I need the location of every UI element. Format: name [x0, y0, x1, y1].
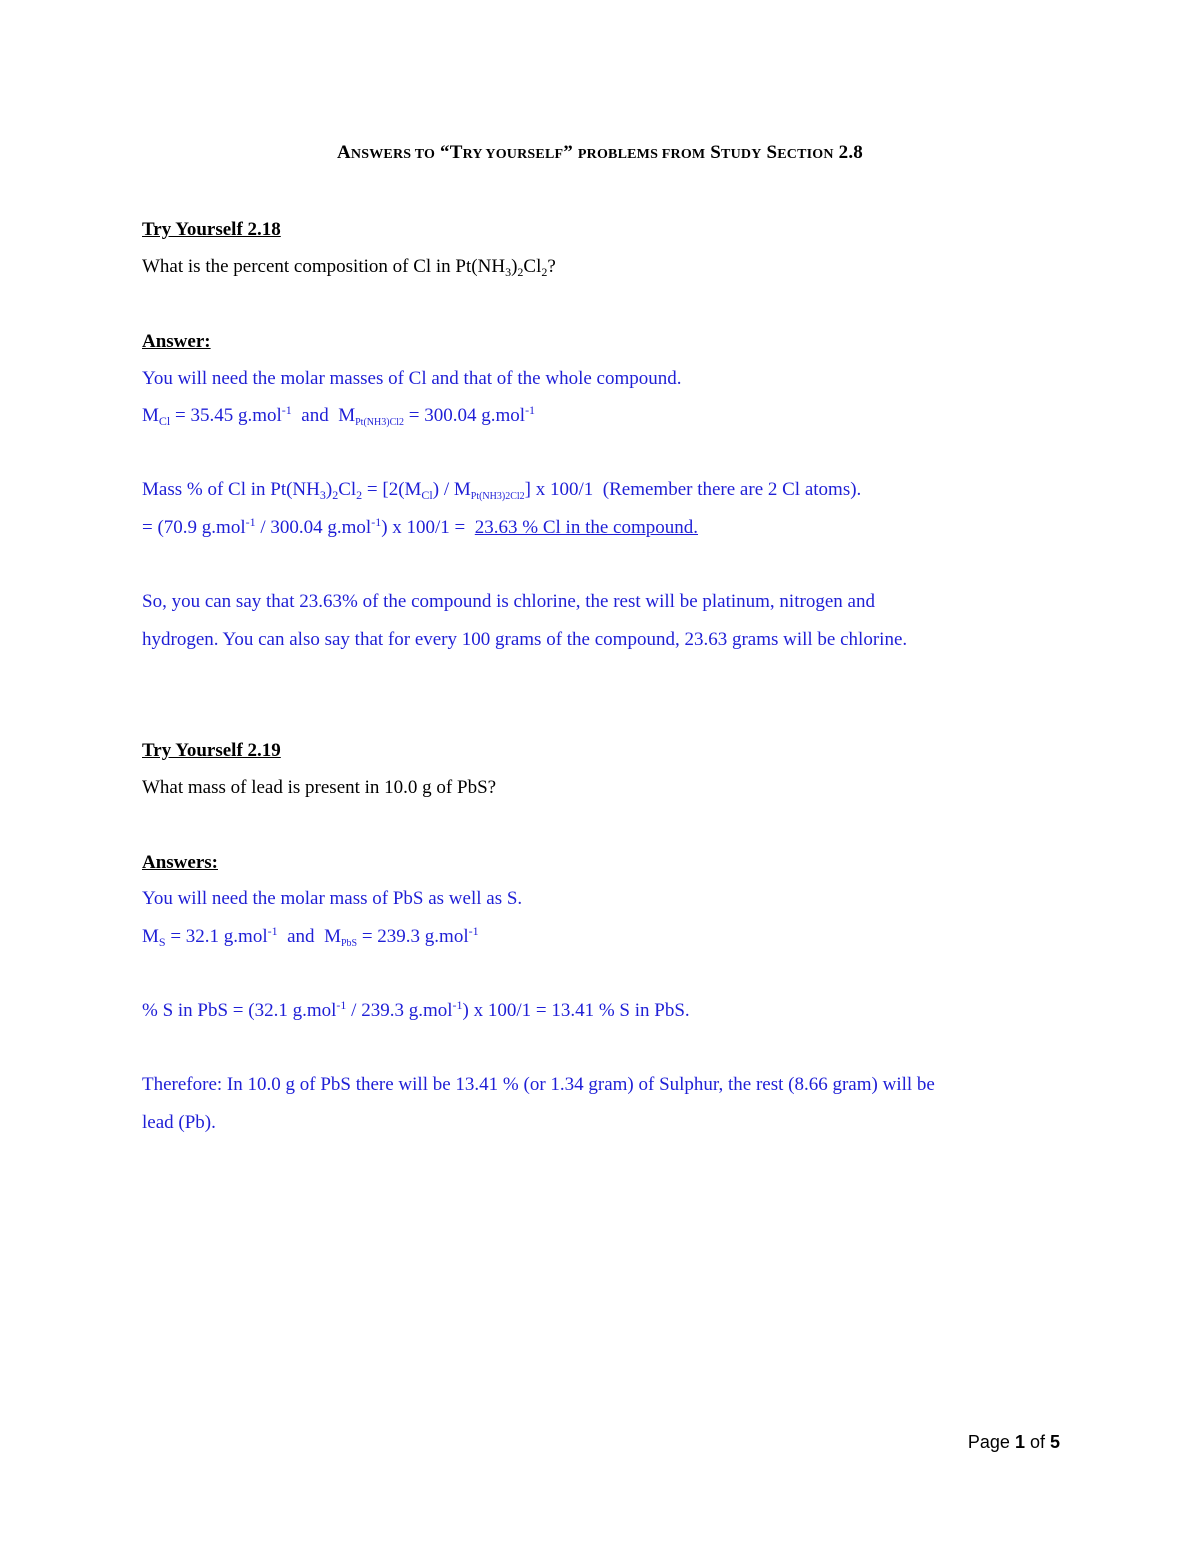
text-run: ) x 100/1 = 13.41 % S in PbS.	[462, 1000, 690, 1021]
subscript: PbS	[340, 938, 358, 949]
subscript: S	[158, 935, 166, 949]
title-part: “T	[435, 142, 463, 163]
text-run: )	[325, 479, 333, 500]
page-number-footer	[968, 1432, 1060, 1453]
subscript: Cl	[421, 488, 433, 502]
text-run: Mass % of Cl in Pt(NH	[142, 479, 320, 500]
superscript: -1	[336, 998, 347, 1012]
subscript: 2	[356, 488, 363, 502]
page-total: 5	[1049, 1432, 1060, 1452]
title-part: RY YOURSELF	[462, 147, 564, 162]
answer-line: hydrogen. You can also say that for every 100 grams of the compound, 23.63 grams will be chlorine.	[142, 629, 908, 650]
title-part: 2.8	[833, 142, 863, 163]
subscript: 2	[332, 488, 339, 502]
text-run: / 239.3 g.mol	[346, 1000, 453, 1021]
text-run: Cl	[523, 256, 542, 277]
text-run: / 300.04 g.mol	[255, 517, 372, 538]
superscript: -1	[371, 515, 382, 529]
superscript: -1	[267, 924, 278, 938]
text-run: What is the percent composition of Cl in Pt(NH	[142, 256, 506, 277]
answer-heading-2-19: Answers:	[142, 852, 218, 873]
text-run: % S in PbS = (32.1 g.mol	[142, 1000, 337, 1021]
subscript: 3	[319, 488, 326, 502]
answer-line: You will need the molar mass of PbS as well as S.	[142, 888, 523, 909]
section-heading-2-18: Try Yourself 2.18	[142, 219, 281, 240]
page-current: 1	[1014, 1432, 1025, 1452]
answer-line: lead (Pb).	[142, 1112, 216, 1133]
subscript: Cl	[158, 414, 171, 428]
text-run: M	[142, 405, 159, 426]
answer-line: Therefore: In 10.0 g of PbS there will be 13.41 % (or 1.34 gram) of Sulphur, the rest (8.66 gram) will be	[142, 1074, 935, 1095]
subscript: 3	[505, 265, 512, 279]
text-run: and	[291, 405, 339, 426]
text-run: Cl	[338, 479, 357, 500]
text-run: and	[277, 926, 325, 947]
text-run: M	[142, 926, 159, 947]
title-part: S	[705, 142, 722, 163]
text-run: = 239.3 g.mol	[357, 926, 469, 947]
title-part: S	[761, 142, 778, 163]
text-run: ] x 100/1 (Remember there are 2 Cl atoms).	[524, 479, 862, 500]
answer-line: So, you can say that 23.63% of the compound is chlorine, the rest will be platinum, nitrogen and	[142, 591, 875, 612]
molar-mass-line	[142, 925, 479, 949]
title-part: ”	[563, 142, 578, 163]
mass-percent-formula	[142, 478, 861, 502]
final-result: 23.63 % Cl in the compound.	[474, 517, 699, 538]
superscript: -1	[452, 998, 463, 1012]
text-run: = [2(M	[362, 479, 422, 500]
subscript: 2	[541, 265, 548, 279]
page-label: Page	[967, 1432, 1015, 1452]
mass-percent-result	[142, 516, 698, 540]
question-2-18	[142, 255, 556, 279]
text-run: = 300.04 g.mol	[404, 405, 526, 426]
superscript: -1	[245, 515, 256, 529]
text-run: = 32.1 g.mol	[165, 926, 268, 947]
question-2-19: What mass of lead is present in 10.0 g of PbS?	[142, 777, 497, 798]
text-run: ) x 100/1 =	[381, 517, 475, 538]
title-part: A	[337, 142, 351, 163]
subscript: Pt(NH3)Cl2	[355, 417, 405, 428]
text-run: = 35.45 g.mol	[170, 405, 282, 426]
text-run: = (70.9 g.mol	[142, 517, 246, 538]
text-run: M	[324, 926, 341, 947]
title-part: TUDY	[721, 147, 762, 162]
text-run: ) / M	[432, 479, 471, 500]
title-part: ECTION	[777, 147, 834, 162]
subscript: 2	[517, 265, 524, 279]
text-run: ?	[547, 256, 556, 277]
page-title	[0, 142, 1200, 164]
of-label: of	[1024, 1432, 1050, 1452]
percent-s-formula	[142, 999, 690, 1023]
superscript: -1	[525, 403, 536, 417]
title-part: PROBLEMS FROM	[577, 147, 706, 162]
molar-mass-line	[142, 404, 535, 428]
superscript: -1	[468, 924, 479, 938]
answer-heading-2-18: Answer:	[142, 331, 211, 352]
superscript: -1	[281, 403, 292, 417]
text-run: M	[338, 405, 356, 426]
section-heading-2-19: Try Yourself 2.19	[142, 740, 281, 761]
text-run: )	[511, 256, 518, 277]
title-part: NSWERS TO	[350, 147, 436, 162]
answer-line: You will need the molar masses of Cl and that of the whole compound.	[142, 368, 682, 389]
subscript: Pt(NH3)2Cl2	[470, 491, 525, 502]
